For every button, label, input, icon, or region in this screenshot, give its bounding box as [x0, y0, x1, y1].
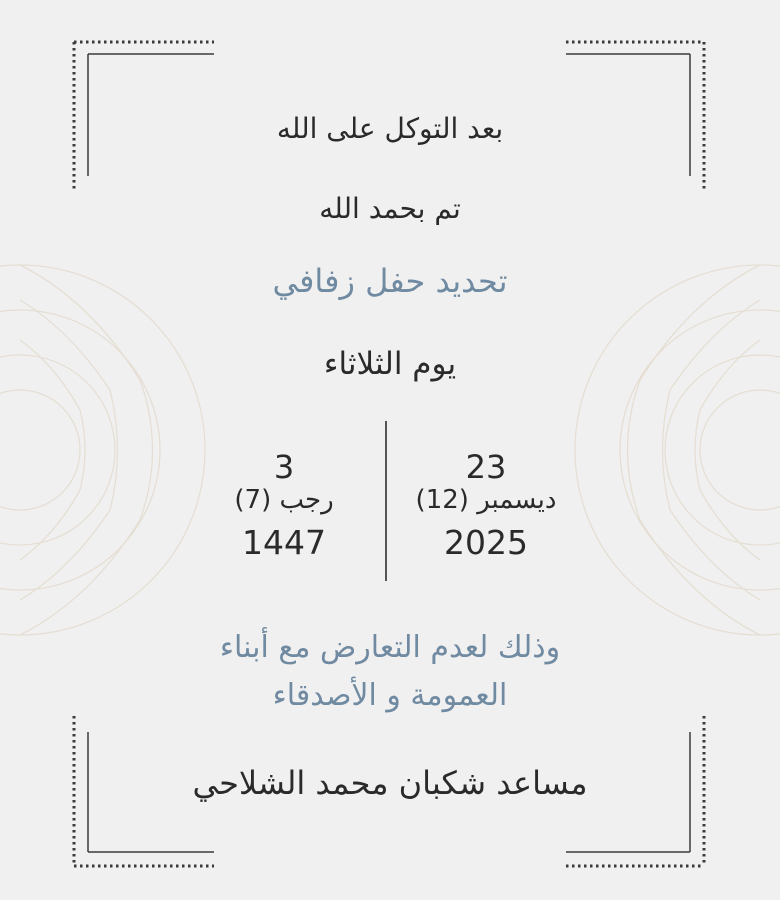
- opening-line: بعد التوكل على الله: [276, 112, 504, 145]
- mandala-watermark-right: [575, 265, 780, 635]
- gregorian-year: 2025: [444, 523, 528, 562]
- day-of-week: يوم الثلاثاء: [323, 346, 457, 382]
- reason-line-1: وذلك لعدم التعارض مع أبناء: [219, 630, 561, 665]
- event-title: تحديد حفل زفافي: [272, 262, 508, 300]
- hijri-year: 1447: [242, 523, 326, 562]
- gregorian-date: [376, 448, 596, 564]
- reason-line-2: العمومة و الأصدقاء: [272, 678, 508, 713]
- praise-line: تم بحمد الله: [319, 192, 461, 225]
- hijri-day: 3: [273, 448, 295, 486]
- signer-name: مساعد شكبان محمد الشلاحي: [192, 764, 588, 802]
- gregorian-day: 23: [465, 448, 507, 486]
- gregorian-month: ديسمبر (12): [415, 485, 557, 515]
- hijri-date: [174, 448, 394, 564]
- hijri-month: رجب (7): [234, 485, 334, 515]
